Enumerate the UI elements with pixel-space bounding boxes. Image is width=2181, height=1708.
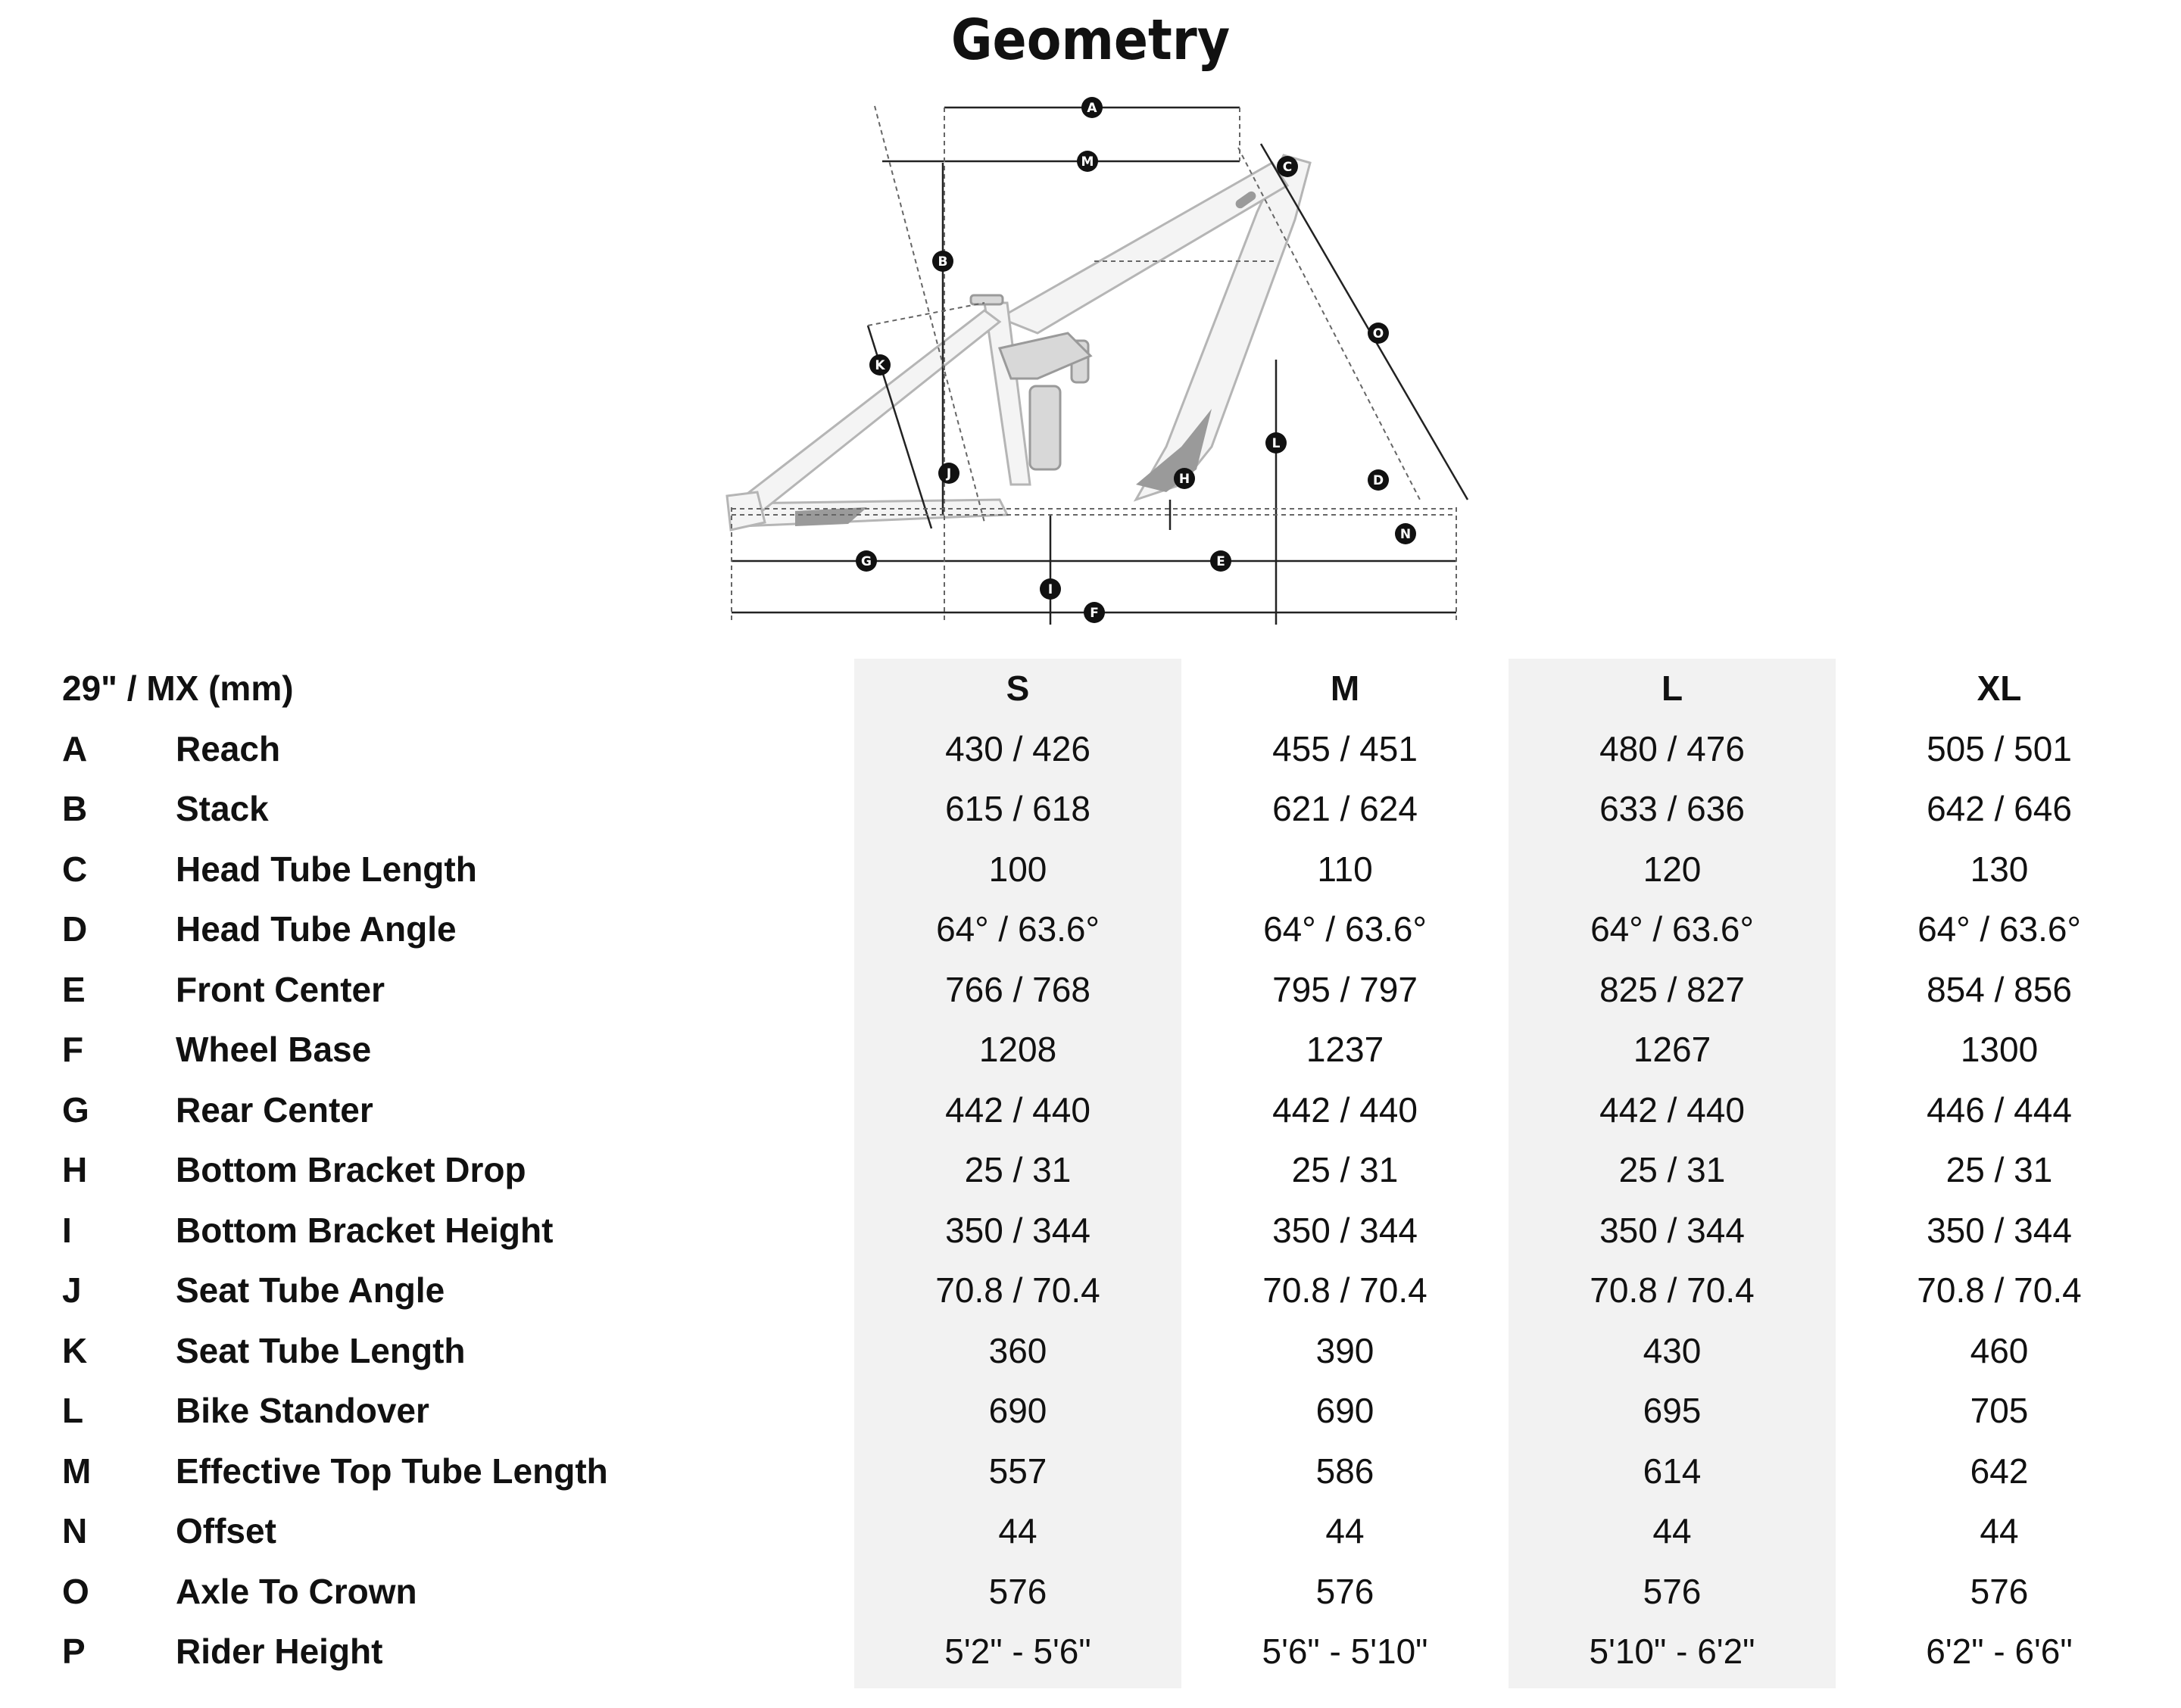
row-letter: J bbox=[62, 1270, 82, 1310]
svg-text:C: C bbox=[1282, 160, 1293, 175]
row-value: 6'2" - 6'6" bbox=[1926, 1632, 2073, 1671]
svg-text:G: G bbox=[861, 554, 872, 569]
row-value: 442 / 440 bbox=[945, 1090, 1090, 1130]
table-row bbox=[0, 1261, 2181, 1320]
row-value: 442 / 440 bbox=[1599, 1090, 1745, 1130]
marker-l bbox=[1265, 432, 1287, 453]
page-title: Geometry bbox=[950, 8, 1231, 73]
row-value: 70.8 / 70.4 bbox=[1590, 1270, 1755, 1310]
row-letter: F bbox=[62, 1030, 84, 1069]
size-header-l: L bbox=[1661, 669, 1683, 708]
row-value: 460 bbox=[1970, 1331, 2029, 1370]
marker-c bbox=[1277, 156, 1298, 177]
row-value: 100 bbox=[988, 849, 1047, 889]
row-value: 576 bbox=[988, 1572, 1047, 1611]
row-label: Seat Tube Angle bbox=[176, 1270, 445, 1310]
table-row bbox=[0, 1321, 2181, 1381]
row-value: 480 / 476 bbox=[1599, 729, 1745, 768]
row-value: 576 bbox=[1315, 1572, 1374, 1611]
svg-text:H: H bbox=[1178, 472, 1190, 487]
row-letter: C bbox=[62, 849, 88, 889]
marker-f bbox=[1084, 602, 1105, 623]
svg-text:J: J bbox=[946, 466, 952, 482]
row-value: 1267 bbox=[1633, 1030, 1711, 1069]
row-value: 557 bbox=[988, 1451, 1047, 1491]
row-label: Wheel Base bbox=[176, 1030, 372, 1069]
svg-text:M: M bbox=[1081, 154, 1094, 170]
row-value: 854 / 856 bbox=[1927, 970, 2072, 1009]
seat-tube bbox=[984, 303, 1030, 485]
row-letter: K bbox=[62, 1331, 88, 1370]
row-value: 446 / 444 bbox=[1927, 1090, 2072, 1130]
row-value: 825 / 827 bbox=[1599, 970, 1745, 1009]
row-letter: B bbox=[62, 789, 88, 828]
chainstay bbox=[735, 500, 1007, 526]
row-value: 25 / 31 bbox=[1618, 1150, 1726, 1189]
row-value: 64° / 63.6° bbox=[936, 909, 1100, 949]
row-letter: O bbox=[62, 1572, 89, 1611]
row-value: 430 / 426 bbox=[945, 729, 1090, 768]
table-row bbox=[0, 960, 2181, 1020]
row-value: 642 bbox=[1970, 1451, 2029, 1491]
svg-text:O: O bbox=[1372, 326, 1384, 341]
row-value: 110 bbox=[1317, 849, 1373, 889]
marker-i bbox=[1040, 578, 1061, 600]
svg-text:D: D bbox=[1372, 473, 1384, 488]
marker-m bbox=[1077, 151, 1098, 172]
row-value: 5'6" - 5'10" bbox=[1262, 1632, 1428, 1671]
row-value: 642 / 646 bbox=[1927, 789, 2072, 828]
svg-text:L: L bbox=[1271, 436, 1281, 451]
row-label: Seat Tube Length bbox=[176, 1331, 466, 1370]
geometry-table bbox=[0, 659, 2181, 1688]
row-value: 350 / 344 bbox=[945, 1211, 1090, 1250]
table-row bbox=[0, 1201, 2181, 1261]
table-row bbox=[0, 1140, 2181, 1200]
row-label: Stack bbox=[176, 789, 269, 828]
rear-dropout bbox=[727, 492, 765, 530]
row-value: 70.8 / 70.4 bbox=[1262, 1270, 1427, 1310]
table-row bbox=[0, 1020, 2181, 1080]
marker-a bbox=[1081, 97, 1103, 118]
svg-text:I: I bbox=[1047, 582, 1053, 597]
row-letter: P bbox=[62, 1632, 86, 1671]
row-value: 455 / 451 bbox=[1272, 729, 1418, 768]
row-value: 1208 bbox=[978, 1030, 1057, 1069]
marker-g bbox=[856, 550, 877, 572]
marker-b bbox=[932, 251, 953, 272]
row-value: 25 / 31 bbox=[964, 1150, 1072, 1189]
table-row bbox=[0, 719, 2181, 779]
svg-text:F: F bbox=[1090, 606, 1099, 621]
row-label: Bottom Bracket Drop bbox=[176, 1150, 526, 1189]
row-value: 44 bbox=[1980, 1511, 2019, 1551]
table-row bbox=[0, 779, 2181, 839]
row-value: 70.8 / 70.4 bbox=[935, 1270, 1100, 1310]
size-header-m: M bbox=[1330, 669, 1360, 708]
row-letter: G bbox=[62, 1090, 89, 1130]
row-value: 44 bbox=[1325, 1511, 1365, 1551]
marker-e bbox=[1210, 550, 1231, 572]
row-value: 25 / 31 bbox=[1291, 1150, 1399, 1189]
row-value: 64° / 63.6° bbox=[1917, 909, 2081, 949]
row-value: 350 / 344 bbox=[1272, 1211, 1418, 1250]
marker-o bbox=[1368, 323, 1389, 344]
row-label: Axle To Crown bbox=[176, 1572, 417, 1611]
row-value: 766 / 768 bbox=[945, 970, 1090, 1009]
row-label: Head Tube Angle bbox=[176, 909, 457, 949]
table-row bbox=[0, 1501, 2181, 1561]
row-value: 64° / 63.6° bbox=[1263, 909, 1427, 949]
shock-body bbox=[1030, 386, 1060, 469]
row-value: 390 bbox=[1315, 1331, 1374, 1370]
row-value: 350 / 344 bbox=[1599, 1211, 1745, 1250]
size-header-s: S bbox=[1006, 669, 1030, 708]
row-letter: M bbox=[62, 1451, 92, 1491]
row-value: 614 bbox=[1643, 1451, 1702, 1491]
row-value: 1300 bbox=[1960, 1030, 2039, 1069]
row-value: 576 bbox=[1643, 1572, 1702, 1611]
row-value: 64° / 63.6° bbox=[1590, 909, 1754, 949]
row-value: 690 bbox=[1315, 1391, 1374, 1430]
row-value: 576 bbox=[1970, 1572, 2029, 1611]
row-value: 44 bbox=[1652, 1511, 1692, 1551]
seatstay bbox=[735, 310, 1000, 515]
table-row bbox=[0, 1381, 2181, 1441]
marker-d bbox=[1368, 469, 1389, 491]
svg-text:K: K bbox=[875, 358, 885, 373]
table-row bbox=[0, 1622, 2181, 1682]
row-label: Offset bbox=[176, 1511, 276, 1551]
row-letter: L bbox=[62, 1391, 84, 1430]
row-label: Head Tube Length bbox=[176, 849, 477, 889]
row-letter: N bbox=[62, 1511, 88, 1551]
row-label: Rear Center bbox=[176, 1090, 373, 1130]
marker-n bbox=[1395, 523, 1416, 544]
row-label: Effective Top Tube Length bbox=[176, 1451, 608, 1491]
size-header-xl: XL bbox=[1977, 669, 2022, 708]
row-value: 795 / 797 bbox=[1272, 970, 1418, 1009]
row-value: 633 / 636 bbox=[1599, 789, 1745, 828]
row-label: Front Center bbox=[176, 970, 385, 1009]
seatpost-clamp bbox=[971, 295, 1003, 304]
row-value: 350 / 344 bbox=[1927, 1211, 2072, 1250]
row-letter: H bbox=[62, 1150, 88, 1189]
row-value: 695 bbox=[1643, 1391, 1702, 1430]
row-value: 621 / 624 bbox=[1272, 789, 1418, 828]
bike-frame-illustration bbox=[712, 91, 1499, 636]
row-value: 5'10" - 6'2" bbox=[1589, 1632, 1755, 1671]
row-value: 430 bbox=[1643, 1331, 1702, 1370]
marker-k bbox=[869, 354, 891, 376]
table-row bbox=[0, 1080, 2181, 1140]
row-label: Bike Standover bbox=[176, 1391, 429, 1430]
row-value: 70.8 / 70.4 bbox=[1917, 1270, 2082, 1310]
row-letter: A bbox=[62, 729, 88, 768]
svg-text:A: A bbox=[1087, 101, 1097, 116]
row-value: 1237 bbox=[1306, 1030, 1384, 1069]
row-value: 615 / 618 bbox=[945, 789, 1090, 828]
row-letter: E bbox=[62, 970, 86, 1009]
marker-j bbox=[938, 463, 959, 484]
table-row bbox=[0, 899, 2181, 959]
table-header-row bbox=[0, 659, 2181, 718]
row-value: 120 bbox=[1643, 849, 1702, 889]
bike-geometry-diagram bbox=[712, 91, 1499, 636]
row-letter: D bbox=[62, 909, 88, 949]
row-label: Reach bbox=[176, 729, 281, 768]
table-row bbox=[0, 1562, 2181, 1622]
row-value: 130 bbox=[1970, 849, 2029, 889]
row-value: 505 / 501 bbox=[1927, 729, 2072, 768]
row-value: 442 / 440 bbox=[1272, 1090, 1418, 1130]
svg-text:N: N bbox=[1399, 527, 1412, 542]
table-row bbox=[0, 840, 2181, 899]
row-label: Rider Height bbox=[176, 1632, 383, 1671]
svg-text:E: E bbox=[1216, 554, 1225, 569]
row-value: 44 bbox=[998, 1511, 1037, 1551]
svg-text:B: B bbox=[938, 254, 948, 270]
row-value: 360 bbox=[988, 1331, 1047, 1370]
marker-h bbox=[1174, 468, 1195, 489]
table-row bbox=[0, 1442, 2181, 1501]
unit-header: 29" / MX (mm) bbox=[62, 669, 294, 708]
row-value: 586 bbox=[1315, 1451, 1374, 1491]
row-value: 5'2" - 5'6" bbox=[944, 1632, 1091, 1671]
row-letter: I bbox=[62, 1211, 72, 1250]
row-value: 25 / 31 bbox=[1945, 1150, 2053, 1189]
row-value: 690 bbox=[988, 1391, 1047, 1430]
row-value: 705 bbox=[1970, 1391, 2029, 1430]
row-label: Bottom Bracket Height bbox=[176, 1211, 554, 1250]
